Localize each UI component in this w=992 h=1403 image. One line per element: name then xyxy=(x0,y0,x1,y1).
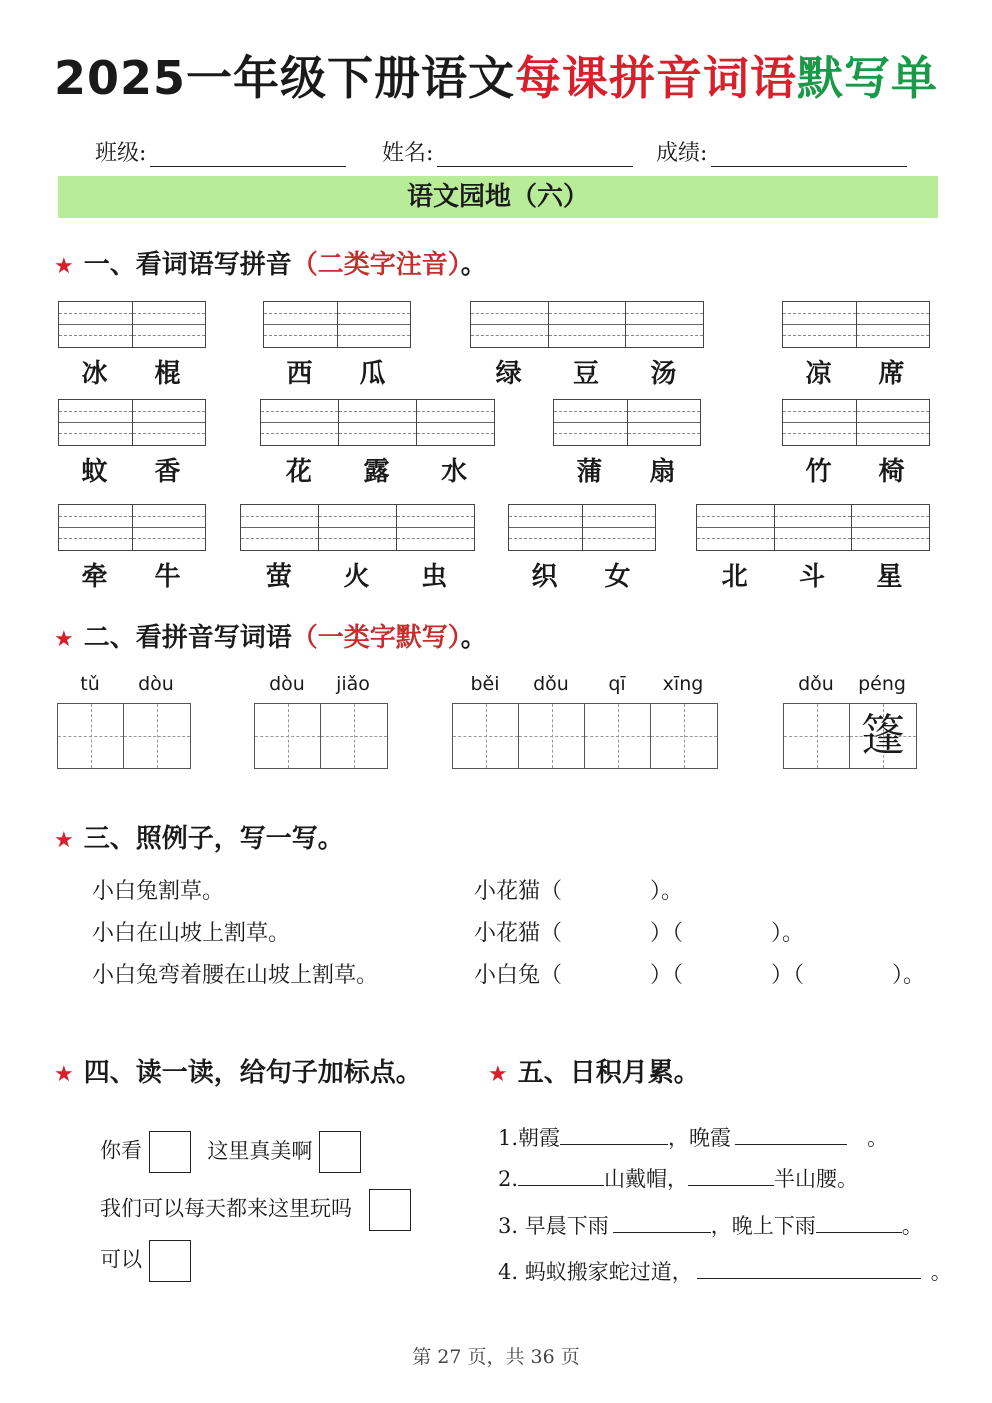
section-4-title: 四、读一读，给句子加标点。 xyxy=(83,1058,422,1088)
pinyin-cell[interactable] xyxy=(583,505,656,550)
section-2-end: 。 xyxy=(460,623,487,653)
pinyin-label: xīng xyxy=(662,673,704,695)
pinyin-cell[interactable] xyxy=(857,400,930,445)
punct-text: 我们可以每天都来这里玩吗 xyxy=(100,1196,352,1221)
pinyin-cell[interactable] xyxy=(471,302,549,347)
word-char: 汤 xyxy=(650,359,677,389)
pinyin-cell[interactable] xyxy=(697,505,775,550)
word-char: 火 xyxy=(343,562,370,592)
word-char: 椅 xyxy=(878,457,905,487)
title-part-1: 2025一年级下册语文 xyxy=(53,51,516,105)
word-char: 席 xyxy=(878,359,905,389)
blank-line[interactable] xyxy=(688,1165,774,1186)
writing-cell[interactable] xyxy=(651,704,717,768)
example-sentence-2: 小白在山坡上割草。 xyxy=(92,921,291,946)
pinyin-cell[interactable] xyxy=(133,400,206,445)
name-field[interactable] xyxy=(382,136,633,167)
practice-sentence-2[interactable]: 小花猫（ ）（ ）。 xyxy=(474,921,805,946)
word-char: 西 xyxy=(286,359,313,389)
punct-box[interactable] xyxy=(149,1131,191,1173)
pinyin-box[interactable] xyxy=(260,399,495,446)
blank-line[interactable] xyxy=(816,1212,902,1233)
accumulate-line-1 xyxy=(498,1122,888,1152)
pinyin-label: péng xyxy=(858,673,906,695)
pinyin-label: dòu xyxy=(269,673,305,695)
section-1-title: 一、看词语写拼音 xyxy=(83,250,292,280)
pinyin-cell[interactable] xyxy=(339,400,417,445)
pinyin-cell[interactable] xyxy=(549,302,627,347)
blank-line[interactable] xyxy=(735,1124,847,1145)
punct-line-2 xyxy=(100,1189,411,1231)
pinyin-cell[interactable] xyxy=(783,302,857,347)
writing-cell[interactable] xyxy=(321,704,387,768)
punct-line-1 xyxy=(100,1131,361,1173)
section-3-title: 三、照例子，写一写。 xyxy=(83,824,344,854)
word-char: 冰 xyxy=(81,359,108,389)
punct-box[interactable] xyxy=(319,1131,361,1173)
name-line[interactable] xyxy=(437,144,633,167)
name-label: 姓名: xyxy=(382,141,434,166)
section-5-title: 五、日积月累。 xyxy=(517,1058,700,1088)
pinyin-cell[interactable] xyxy=(397,505,474,550)
word-char: 香 xyxy=(154,457,181,487)
score-field[interactable] xyxy=(656,136,907,167)
word-char: 女 xyxy=(604,562,631,592)
pinyin-cell[interactable] xyxy=(133,505,206,550)
word-char: 瓜 xyxy=(359,359,386,389)
pinyin-cell[interactable] xyxy=(554,400,628,445)
score-label: 成绩: xyxy=(656,141,708,166)
title-part-2: 每课拼音词语 xyxy=(515,51,798,105)
pinyin-box[interactable] xyxy=(782,399,930,446)
section-1-note: （二类字注音） xyxy=(291,250,461,280)
punct-line-3 xyxy=(100,1240,191,1282)
pinyin-label: dǒu xyxy=(533,673,569,695)
pinyin-cell[interactable] xyxy=(319,505,397,550)
page-footer: 第 27 页，共 36 页 xyxy=(412,1346,580,1368)
pinyin-cell[interactable] xyxy=(509,505,583,550)
punct-text: 可以 xyxy=(100,1247,142,1272)
writing-grid[interactable] xyxy=(783,703,917,769)
writing-cell[interactable] xyxy=(58,704,124,768)
pinyin-cell[interactable] xyxy=(261,400,339,445)
accumulate-line-3 xyxy=(498,1210,923,1240)
text: 。 xyxy=(901,1214,923,1238)
section-2-note: （一类字默写） xyxy=(291,623,461,653)
pinyin-box[interactable] xyxy=(696,504,930,551)
pinyin-box[interactable] xyxy=(553,399,701,446)
lesson-banner: 语文园地（六） xyxy=(58,176,938,218)
text: 2. xyxy=(498,1167,519,1191)
text: 1.朝霞 xyxy=(498,1126,561,1150)
writing-grid[interactable] xyxy=(57,703,191,769)
pinyin-label: dòu xyxy=(138,673,174,695)
pinyin-cell[interactable] xyxy=(59,302,133,347)
text: 山戴帽， xyxy=(604,1167,689,1191)
word-char: 织 xyxy=(531,562,558,592)
pinyin-label: qī xyxy=(608,673,626,695)
pinyin-box[interactable] xyxy=(470,301,704,348)
word-char: 星 xyxy=(876,562,903,592)
writing-cell[interactable] xyxy=(255,704,321,768)
accumulate-line-4 xyxy=(498,1256,952,1286)
star-icon: ★ xyxy=(54,627,74,652)
word-char: 斗 xyxy=(798,562,825,592)
punct-box[interactable] xyxy=(149,1240,191,1282)
score-line[interactable] xyxy=(711,144,907,167)
word-char: 蒲 xyxy=(576,457,603,487)
pinyin-cell[interactable] xyxy=(338,302,411,347)
pinyin-cell[interactable] xyxy=(626,302,703,347)
pinyin-label: jiǎo xyxy=(336,673,370,695)
word-char: 棍 xyxy=(154,359,181,389)
section-1-end: 。 xyxy=(460,250,487,280)
pinyin-label: tǔ xyxy=(80,673,100,695)
star-icon: ★ xyxy=(54,254,74,279)
word-char: 竹 xyxy=(805,457,832,487)
pinyin-cell[interactable] xyxy=(628,400,701,445)
word-char: 凉 xyxy=(805,359,832,389)
word-char: 萤 xyxy=(265,562,292,592)
writing-cell[interactable] xyxy=(784,704,850,768)
blank-line[interactable] xyxy=(697,1258,921,1279)
section-2-heading xyxy=(54,617,487,654)
punct-box[interactable] xyxy=(369,1189,411,1231)
section-2-title: 二、看拼音写词语 xyxy=(83,623,292,653)
pinyin-cell[interactable] xyxy=(59,400,133,445)
pinyin-box[interactable] xyxy=(240,504,475,551)
pinyin-cell[interactable] xyxy=(264,302,338,347)
class-label: 班级: xyxy=(95,141,147,166)
pinyin-cell[interactable] xyxy=(59,505,133,550)
pinyin-label: běi xyxy=(470,673,500,695)
pinyin-box[interactable] xyxy=(782,301,930,348)
text: 半山腰。 xyxy=(774,1167,859,1191)
blank-line[interactable] xyxy=(560,1124,668,1145)
punct-text: 你看 xyxy=(100,1138,142,1163)
writing-grid[interactable] xyxy=(254,703,388,769)
text: 3. 早晨下雨 xyxy=(498,1214,609,1238)
title-part-3: 默写单 xyxy=(797,51,939,105)
word-char: 牵 xyxy=(81,562,108,592)
section-3-heading xyxy=(54,818,344,855)
writing-cell[interactable] xyxy=(850,704,916,768)
pinyin-box[interactable] xyxy=(58,301,206,348)
blank-line[interactable] xyxy=(613,1212,711,1233)
text: 。 xyxy=(930,1260,952,1284)
word-char: 花 xyxy=(285,457,312,487)
section-4-heading xyxy=(54,1052,422,1089)
class-line[interactable] xyxy=(150,144,346,167)
writing-cell[interactable] xyxy=(519,704,585,768)
text: ，晚霞 xyxy=(668,1126,732,1150)
pinyin-cell[interactable] xyxy=(417,400,494,445)
word-char: 露 xyxy=(363,457,390,487)
page-title xyxy=(0,42,992,108)
word-char: 虫 xyxy=(421,562,448,592)
writing-grid[interactable] xyxy=(452,703,718,769)
pinyin-cell[interactable] xyxy=(857,302,930,347)
word-char: 蚊 xyxy=(81,457,108,487)
example-sentence-3: 小白兔弯着腰在山坡上割草。 xyxy=(92,963,379,988)
pinyin-cell[interactable] xyxy=(783,400,857,445)
pinyin-box[interactable] xyxy=(508,504,656,551)
given-char: 篷 xyxy=(861,710,905,761)
pinyin-box[interactable] xyxy=(263,301,411,348)
accumulate-line-2 xyxy=(498,1163,858,1193)
pinyin-cell[interactable] xyxy=(775,505,853,550)
blank-line[interactable] xyxy=(518,1165,604,1186)
pinyin-box[interactable] xyxy=(58,504,206,551)
section-1-heading xyxy=(54,244,487,281)
pinyin-label: dǒu xyxy=(798,673,834,695)
word-char: 豆 xyxy=(572,359,599,389)
pinyin-box[interactable] xyxy=(58,399,206,446)
example-sentence-1: 小白兔割草。 xyxy=(92,879,225,904)
text: ，晚上下雨 xyxy=(710,1214,816,1238)
section-5-heading xyxy=(488,1052,700,1089)
writing-cell[interactable] xyxy=(453,704,519,768)
word-char: 扇 xyxy=(649,457,676,487)
word-char: 水 xyxy=(441,457,468,487)
pinyin-cell[interactable] xyxy=(241,505,319,550)
word-char: 北 xyxy=(721,562,748,592)
writing-cell[interactable] xyxy=(585,704,651,768)
word-char: 牛 xyxy=(154,562,181,592)
star-icon: ★ xyxy=(488,1062,508,1087)
pinyin-cell[interactable] xyxy=(133,302,206,347)
text: 。 xyxy=(867,1126,889,1150)
punct-text: 这里真美啊 xyxy=(207,1138,313,1163)
practice-sentence-1[interactable]: 小花猫（ ）。 xyxy=(474,879,684,904)
writing-cell[interactable] xyxy=(124,704,190,768)
pinyin-cell[interactable] xyxy=(852,505,929,550)
practice-sentence-3[interactable]: 小白兔（ ）（ ）（ ）。 xyxy=(474,963,926,988)
word-char: 绿 xyxy=(495,359,522,389)
star-icon: ★ xyxy=(54,1062,74,1087)
class-field[interactable] xyxy=(95,136,346,167)
star-icon: ★ xyxy=(54,828,74,853)
text: 4. 蚂蚁搬家蛇过道， xyxy=(498,1260,693,1284)
